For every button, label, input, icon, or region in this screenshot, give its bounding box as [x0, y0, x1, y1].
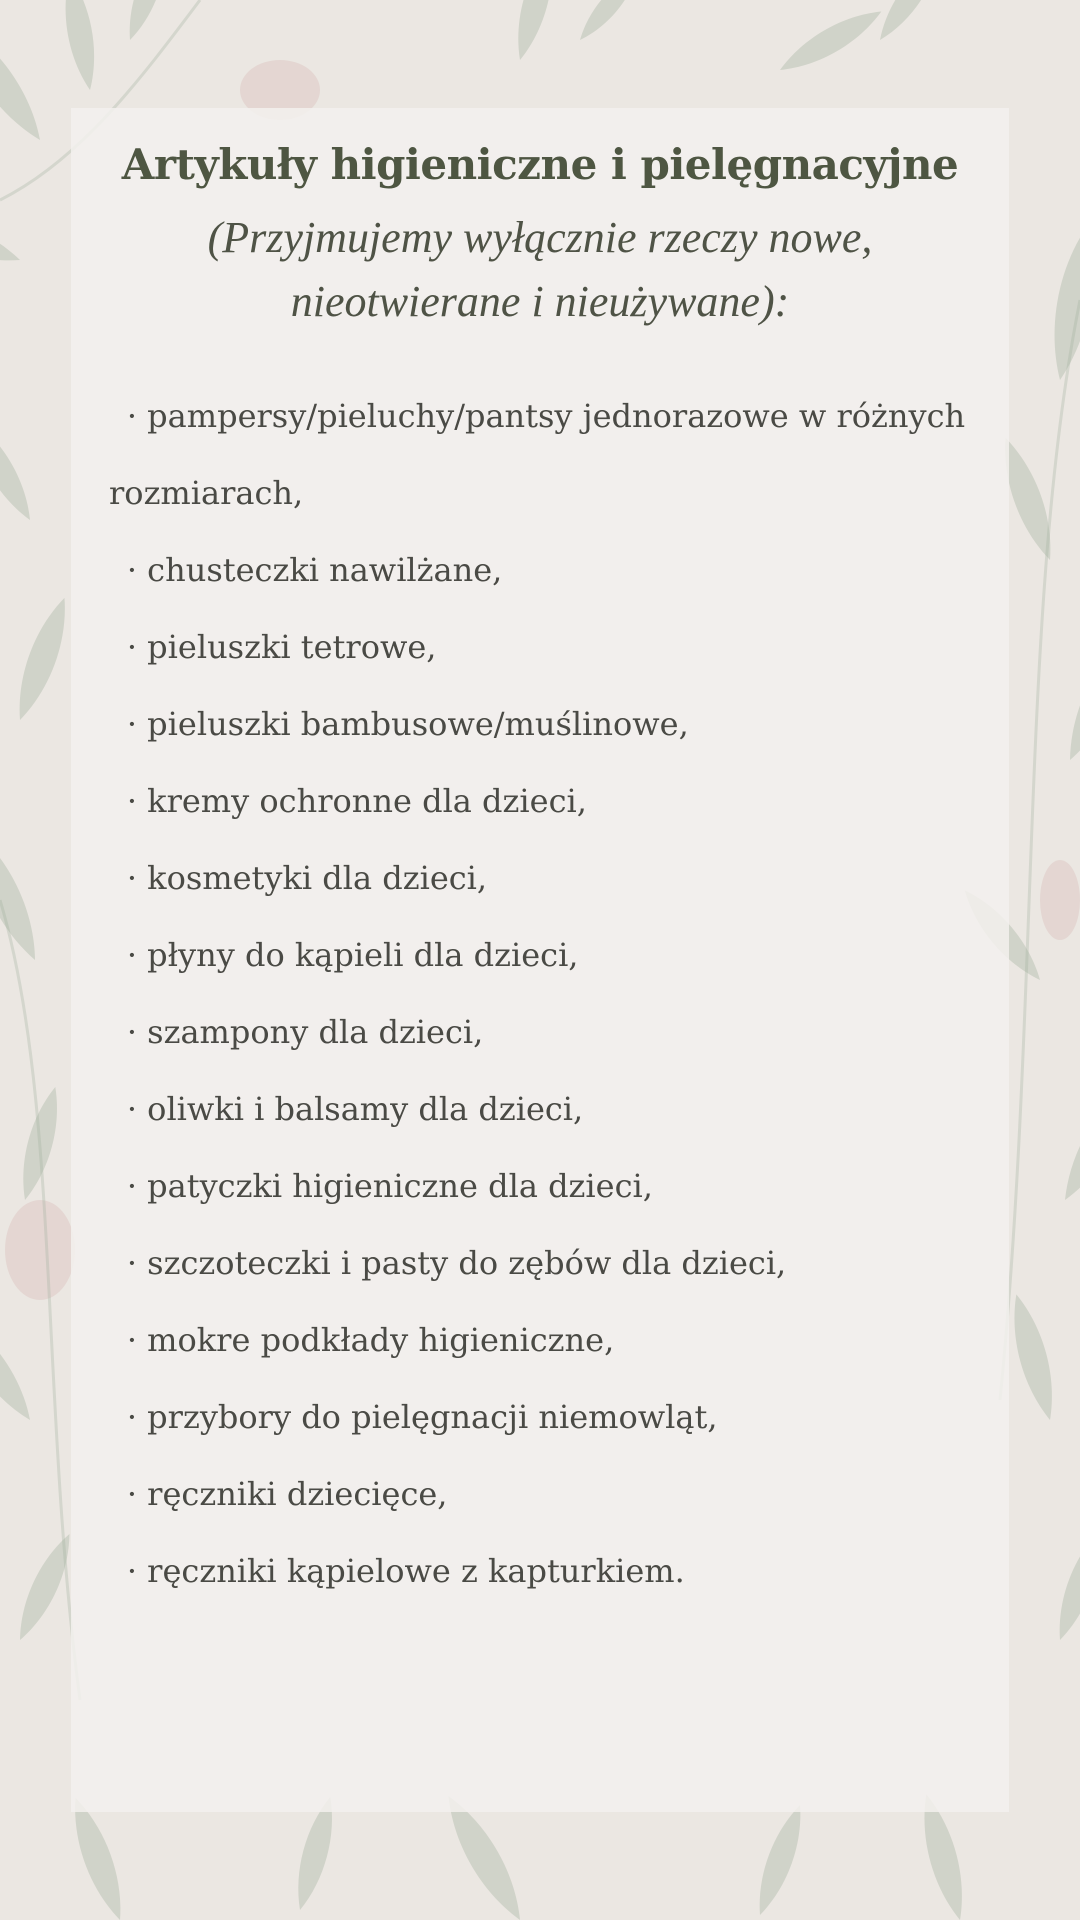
- bullet: ·: [126, 1398, 137, 1437]
- bullet: ·: [126, 1090, 137, 1129]
- list-item: [109, 763, 971, 840]
- list-item: [109, 609, 971, 686]
- list-item-text: ręczniki dziecięce,: [147, 1475, 448, 1514]
- list-item: [109, 1456, 971, 1533]
- list-item: [109, 1533, 971, 1610]
- list-item: [109, 917, 971, 994]
- list-item-text: oliwki i balsamy dla dzieci,: [147, 1090, 584, 1129]
- bullet: ·: [126, 1244, 137, 1283]
- list-item: [109, 686, 971, 763]
- list-item: [109, 532, 971, 609]
- list-item-text: ręczniki kąpielowe z kapturkiem.: [147, 1552, 685, 1591]
- list-item-text: kosmetyki dla dzieci,: [147, 859, 488, 898]
- list-item: [109, 378, 971, 532]
- list-item-text: chusteczki nawilżane,: [147, 551, 503, 590]
- list-item-text: szczoteczki i pasty do zębów dla dzieci,: [147, 1244, 787, 1283]
- bullet: ·: [126, 936, 137, 975]
- list-item-text: pieluszki tetrowe,: [147, 628, 437, 667]
- bullet: ·: [126, 782, 137, 821]
- bullet: ·: [126, 705, 137, 744]
- bullet: ·: [126, 551, 137, 590]
- bullet: ·: [126, 628, 137, 667]
- list-item: [109, 994, 971, 1071]
- list-item: [109, 1379, 971, 1456]
- list-item: [109, 1148, 971, 1225]
- list-item-text: patyczki higieniczne dla dzieci,: [147, 1167, 653, 1206]
- list-item-text: pampersy/pieluchy/pantsy jednorazowe w różnych rozmiarach,: [109, 397, 966, 513]
- bullet: ·: [126, 1475, 137, 1514]
- bullet: ·: [126, 1167, 137, 1206]
- bullet: ·: [126, 397, 137, 436]
- list-item: [109, 1225, 971, 1302]
- list-item: [109, 1071, 971, 1148]
- list-item: [109, 1302, 971, 1379]
- content-card: [71, 108, 1009, 1812]
- bullet: ·: [126, 859, 137, 898]
- bullet: ·: [126, 1552, 137, 1591]
- list-item-text: kremy ochronne dla dzieci,: [147, 782, 587, 821]
- list-item-text: przybory do pielęgnacji niemowląt,: [147, 1398, 718, 1437]
- bullet: ·: [126, 1321, 137, 1360]
- page-subtitle: (Przyjmujemy wyłącznie rzeczy nowe, nieotwierane i nieużywane):: [207, 213, 873, 327]
- items-list: [109, 378, 971, 1610]
- page-title: Artykuły higieniczne i pielęgnacyjne: [121, 140, 959, 189]
- list-item-text: mokre podkłady higieniczne,: [147, 1321, 615, 1360]
- bullet: ·: [126, 1013, 137, 1052]
- list-item: [109, 840, 971, 917]
- list-item-text: szampony dla dzieci,: [147, 1013, 484, 1052]
- list-item-text: pieluszki bambusowe/muślinowe,: [147, 705, 689, 744]
- list-item-text: płyny do kąpieli dla dzieci,: [147, 936, 579, 975]
